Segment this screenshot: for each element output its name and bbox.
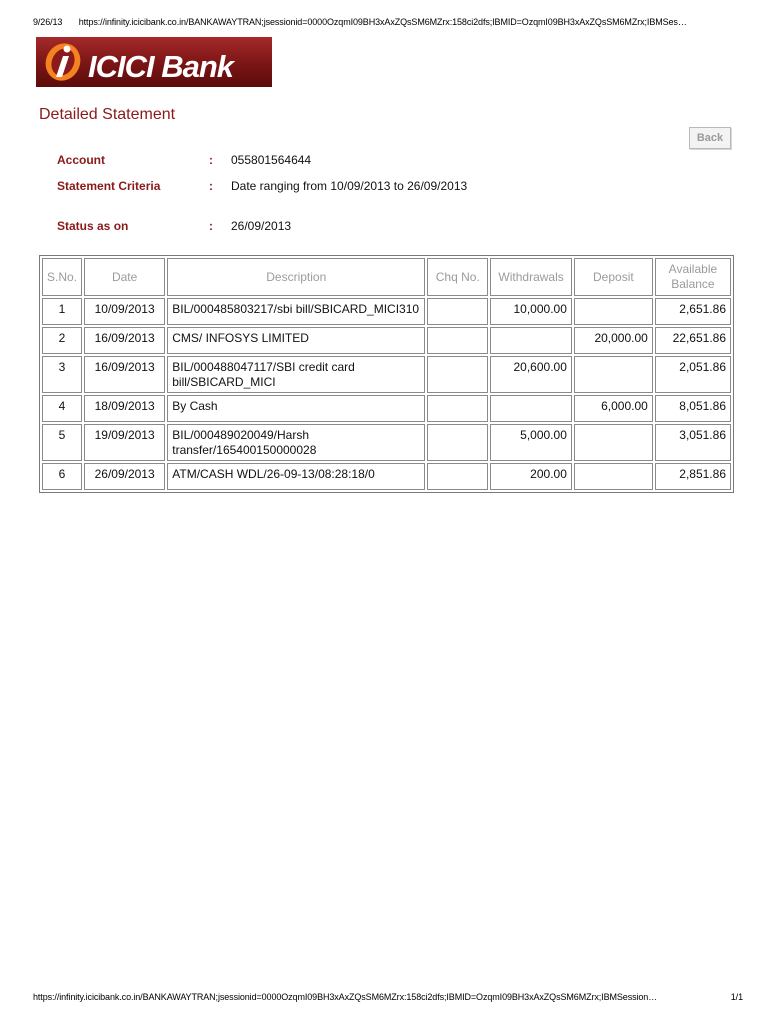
status-label: Status as on bbox=[57, 219, 129, 233]
colon: : bbox=[209, 153, 213, 167]
statement-table bbox=[39, 255, 734, 493]
cell-withdrawal bbox=[490, 395, 572, 422]
cell-description: BIL/000489020049/Harsh transfer/165400150000028 bbox=[167, 424, 425, 461]
cell-balance: 2,651.86 bbox=[655, 298, 731, 325]
table-row bbox=[42, 298, 731, 325]
table-row bbox=[42, 327, 731, 354]
header-deposit: Deposit bbox=[574, 258, 653, 296]
cell-sno: 6 bbox=[42, 463, 82, 490]
table-header-row bbox=[42, 258, 731, 296]
cell-deposit bbox=[574, 463, 653, 490]
header-chq-no: Chq No. bbox=[427, 258, 488, 296]
page-number: 1/1 bbox=[730, 992, 743, 1002]
cell-date: 19/09/2013 bbox=[84, 424, 165, 461]
cell-deposit: 20,000.00 bbox=[574, 327, 653, 354]
print-date: 9/26/13 bbox=[33, 17, 63, 27]
cell-deposit bbox=[574, 424, 653, 461]
cell-chq-no bbox=[427, 424, 488, 461]
header-description: Description bbox=[167, 258, 425, 296]
cell-sno: 5 bbox=[42, 424, 82, 461]
cell-chq-no bbox=[427, 327, 488, 354]
cell-chq-no bbox=[427, 356, 488, 393]
cell-chq-no bbox=[427, 395, 488, 422]
account-label: Account bbox=[57, 153, 105, 167]
footer-url: https://infinity.icicibank.co.in/BANKAWAYTRAN;jsessionid=0000OzqmI09BH3xAxZQsSM6MZrx:158ci2dfs;IBMID=OzqmI09BH3xAxZQsSM6MZrx;IBMSession… bbox=[33, 992, 658, 1002]
print-footer bbox=[33, 992, 743, 1002]
header-sno: S.No. bbox=[42, 258, 82, 296]
print-header bbox=[33, 17, 743, 27]
cell-chq-no bbox=[427, 463, 488, 490]
table-row bbox=[42, 463, 731, 490]
cell-date: 10/09/2013 bbox=[84, 298, 165, 325]
page-title: Detailed Statement bbox=[39, 106, 176, 123]
criteria-value: Date ranging from 10/09/2013 to 26/09/2013 bbox=[231, 179, 468, 193]
colon: : bbox=[209, 179, 213, 193]
cell-description: BIL/000485803217/sbi bill/SBICARD_MICI310 bbox=[167, 298, 425, 325]
table-row bbox=[42, 395, 731, 422]
header-available-balance: Available Balance bbox=[655, 258, 731, 296]
cell-deposit bbox=[574, 298, 653, 325]
print-url: https://infinity.icicibank.co.in/BANKAWAYTRAN;jsessionid=0000OzqmI09BH3xAxZQsSM6MZrx:158ci2dfs;IBMID=OzqmI09BH3xAxZQsSM6MZrx;IBMSes… bbox=[78, 17, 687, 27]
cell-balance: 8,051.86 bbox=[655, 395, 731, 422]
cell-sno: 3 bbox=[42, 356, 82, 393]
cell-withdrawal bbox=[490, 327, 572, 354]
cell-sno: 1 bbox=[42, 298, 82, 325]
cell-date: 16/09/2013 bbox=[84, 356, 165, 393]
criteria-label: Statement Criteria bbox=[57, 179, 161, 193]
cell-deposit bbox=[574, 356, 653, 393]
icici-bank-logo bbox=[36, 37, 272, 87]
cell-date: 16/09/2013 bbox=[84, 327, 165, 354]
table-row bbox=[42, 424, 731, 461]
icici-i-logo-icon bbox=[41, 40, 85, 84]
cell-withdrawal: 200.00 bbox=[490, 463, 572, 490]
cell-description: BIL/000488047117/SBI credit card bill/SBICARD_MICI bbox=[167, 356, 425, 393]
cell-chq-no bbox=[427, 298, 488, 325]
header-date: Date bbox=[84, 258, 165, 296]
cell-description: ATM/CASH WDL/26-09-13/08:28:18/0 bbox=[167, 463, 425, 490]
cell-balance: 2,851.86 bbox=[655, 463, 731, 490]
cell-deposit: 6,000.00 bbox=[574, 395, 653, 422]
status-date: 26/09/2013 bbox=[231, 219, 292, 233]
cell-sno: 4 bbox=[42, 395, 82, 422]
cell-description: By Cash bbox=[167, 395, 425, 422]
colon: : bbox=[209, 219, 213, 233]
logo-wordmark: ICICI Bank bbox=[88, 49, 234, 84]
cell-date: 18/09/2013 bbox=[84, 395, 165, 422]
cell-balance: 22,651.86 bbox=[655, 327, 731, 354]
cell-balance: 3,051.86 bbox=[655, 424, 731, 461]
account-number: 055801564644 bbox=[231, 153, 312, 167]
cell-withdrawal: 10,000.00 bbox=[490, 298, 572, 325]
table-row bbox=[42, 356, 731, 393]
header-withdrawals: Withdrawals bbox=[490, 258, 572, 296]
cell-withdrawal: 20,600.00 bbox=[490, 356, 572, 393]
cell-sno: 2 bbox=[42, 327, 82, 354]
cell-description: CMS/ INFOSYS LIMITED bbox=[167, 327, 425, 354]
cell-balance: 2,051.86 bbox=[655, 356, 731, 393]
cell-withdrawal: 5,000.00 bbox=[490, 424, 572, 461]
back-button[interactable]: Back bbox=[689, 127, 731, 149]
cell-date: 26/09/2013 bbox=[84, 463, 165, 490]
